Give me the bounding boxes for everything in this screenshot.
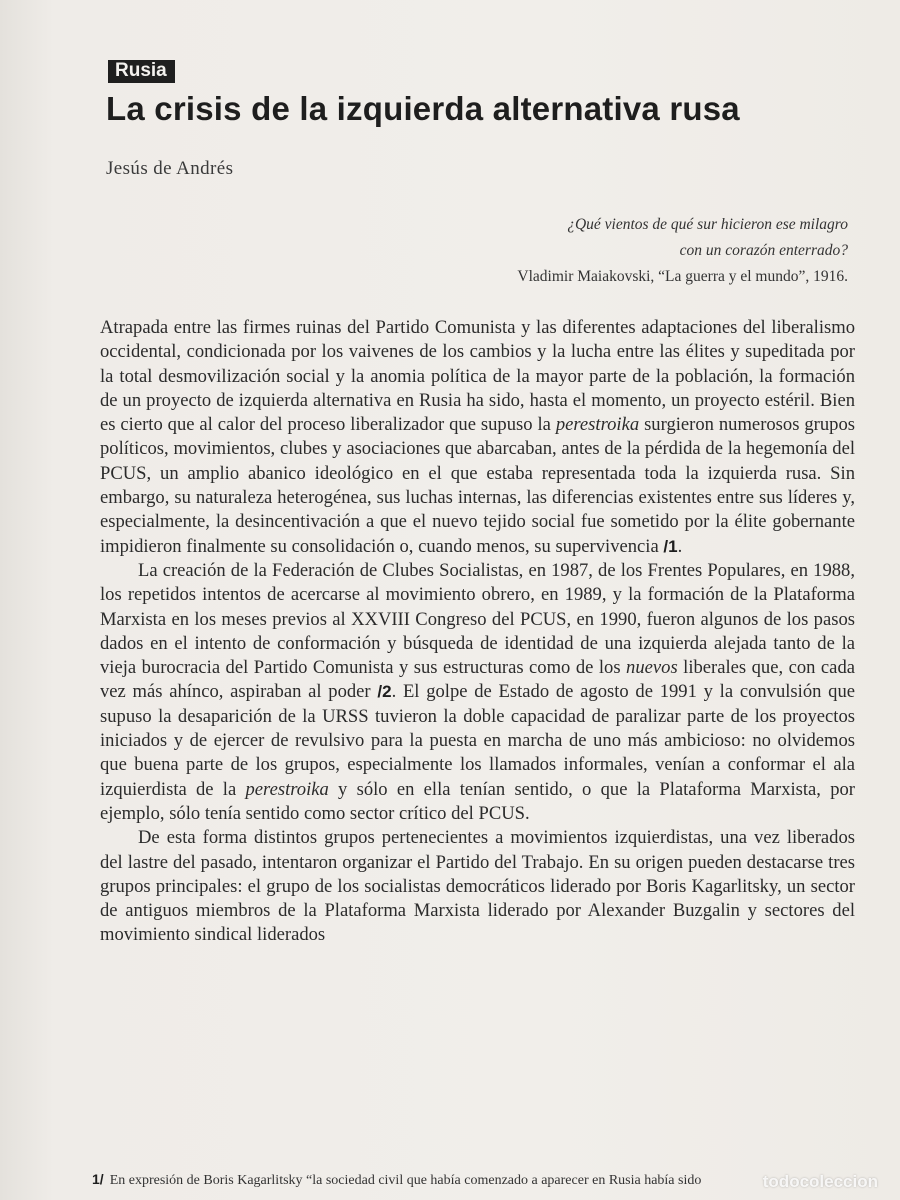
footnote-ref-1[interactable]: /1 [663, 536, 678, 556]
footnote-number: 1/ [92, 1171, 104, 1187]
emphasis: perestroika [245, 778, 329, 800]
footnote-ref-2[interactable]: /2 [377, 682, 392, 702]
epigraph-line-2: con un corazón enterrado? [679, 242, 848, 259]
footnote-1 [92, 1170, 872, 1190]
section-tag: Rusia [108, 60, 175, 83]
article-title: La crisis de la izquierda alternativa rusa [106, 90, 740, 127]
paragraph-3: De esta forma distintos grupos pertenecientes a movimientos izquierdistas, una vez liberados del lastre del pasado, intentaron organizar el Partido del Trabajo. En su origen pueden destacarse tres grupos principales: el grupo de los socialistas democráticos liderado por Boris Kagarlitsky, un sector de antiguos miembros de la Plataforma Marxista liderado por Alexander Buzgalin y sectores del movimiento sindical liderados [100, 827, 855, 946]
article-author: Jesús de Andrés [106, 158, 234, 179]
epigraph-line-1: ¿Qué vientos de qué sur hicieron ese milagro [567, 216, 848, 233]
epigraph [517, 212, 848, 290]
emphasis: perestroika [555, 414, 640, 436]
article-body [100, 316, 855, 948]
epigraph-attribution: Vladimir Maiakovski, “La guerra y el mundo”, 1916. [517, 268, 848, 285]
paragraph-1: Atrapada entre las firmes ruinas del Partido Comunista y las diferentes adaptaciones del liberalismo occidental, condicionada por los vaivenes de los cambios y la lucha entre las élites y supeditada por la total desmovilización social y la anomia política de la mayor parte de la población, la formación de un proyecto de izquierda alternativa en Rusia ha sido, hasta el momento, un proyecto estéril. Bien es cierto que al calor del proceso liberalizador que supuso la perestroika surgieron numerosos grupos políticos, movimientos, clubes y asociaciones que abarcaban, antes de la pérdida de la hegemonía del PCUS, un amplio abanico ideológico en el que estaba representada toda la izquierda rusa. Sin embargo, su naturaleza heterogénea, sus luchas internas, las diferencias existentes entre sus líderes y, especialmente, la desincentivación a que el nuevo tejido social fue sometido por la élite gobernante impidieron finalmente su consolidación o, cuando menos, su supervivencia /1. [100, 317, 855, 557]
footnote-text: En expresión de Boris Kagarlitsky “la sociedad civil que había comenzado a aparecer en Rusia había sido [109, 1173, 702, 1188]
emphasis: nuevos [626, 657, 678, 679]
watermark-logo: todocoleccion [762, 1172, 878, 1191]
paragraph-2: La creación de la Federación de Clubes Socialistas, en 1987, de los Frentes Populares, en 1988, los repetidos intentos de acercarse al movimiento obrero, en 1989, y la formación de la Plataforma Marxista en los meses previos al XXVIII Congreso del PCUS, en 1990, fueron algunos de los pasos dados en el intento de conformación y búsqueda de identidad de una izquierda alejada tanto de la vieja burocracia del Partido Comunista y sus estructuras como de los nuevos liberales que, con cada vez más ahínco, aspiraban al poder /2. El golpe de Estado de agosto de 1991 y la convulsión que supuso la desaparición de la URSS tuvieron la doble capacidad de paralizar parte de los proyectos iniciados y de ejercer de revulsivo para la puesta en marcha de uno más ambicioso: no olvidemos que buena parte de los grupos, especialmente los llamados informales, venían a conformar el ala izquierdista de la perestroika y sólo en ella tenían sentido, o que la Plataforma Marxista, por ejemplo, sólo tenía sentido como sector crítico del PCUS. [100, 559, 856, 824]
